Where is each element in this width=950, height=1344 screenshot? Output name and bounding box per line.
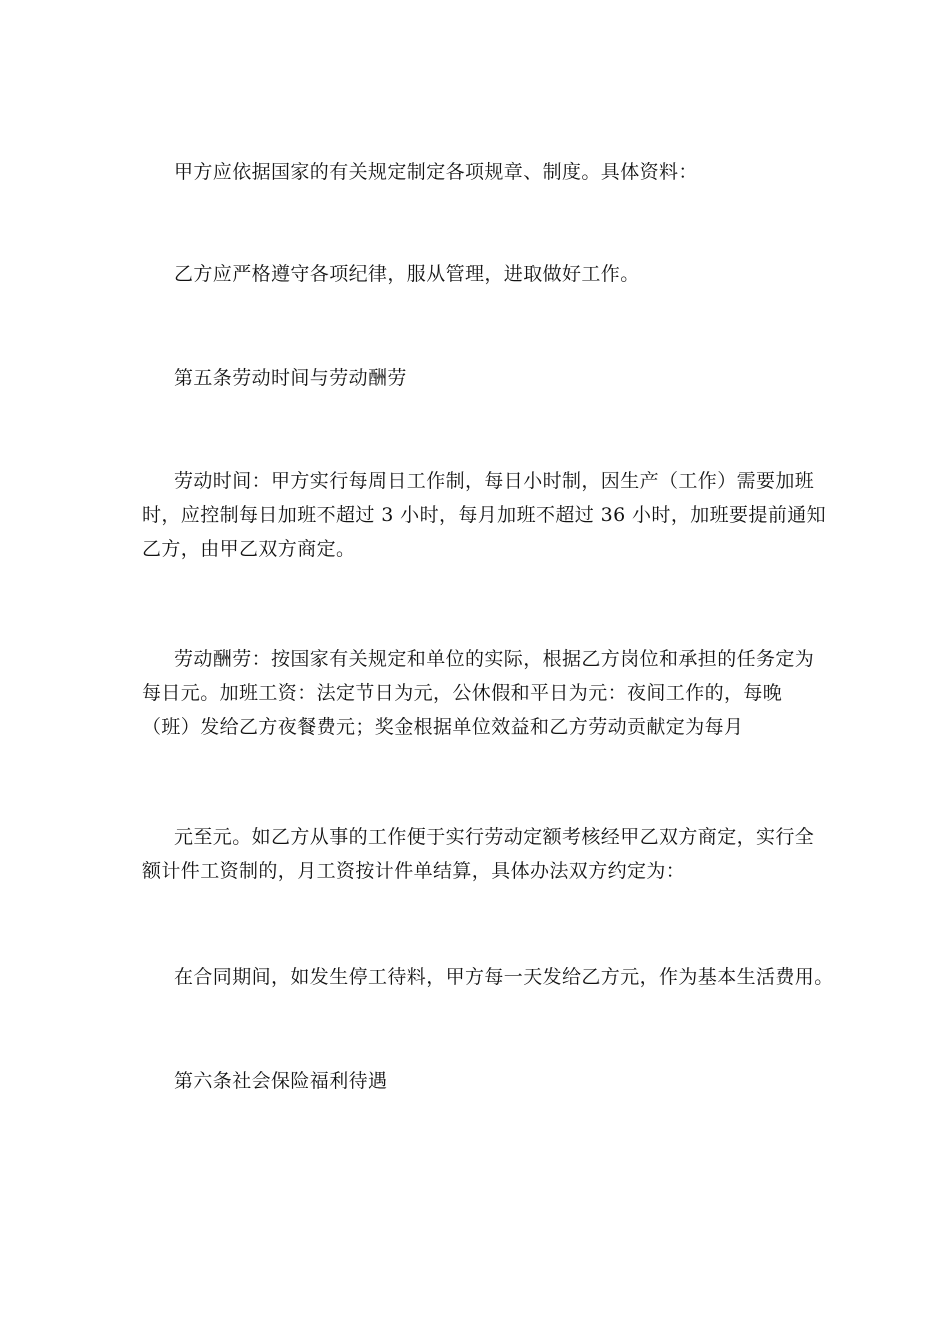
paragraph-stoppage — [142, 960, 834, 994]
text-line: 时，应控制每日加班不超过 3 小时，每月加班不超过 36 小时，加班要提前通知 — [142, 504, 827, 526]
paragraph-rules — [142, 155, 822, 189]
section-heading-article-5 — [142, 361, 822, 395]
text-line: 额计件工资制的，月工资按计件单结算，具体办法双方约定为： — [142, 860, 686, 882]
heading-text: 第五条劳动时间与劳动酬劳 — [174, 367, 407, 389]
paragraph-working-hours — [142, 464, 827, 566]
text-line: 在合同期间，如发生停工待料，甲方每一天发给乙方元，作为基本生活费用。 — [174, 966, 834, 988]
text-line: （班）发给乙方夜餐费元；奖金根据单位效益和乙方劳动贡献定为每月 — [142, 716, 744, 738]
text-line: 乙方应严格遵守各项纪律，服从管理，进取做好工作。 — [174, 263, 640, 285]
text-line: 劳动时间：甲方实行每周日工作制，每日小时制，因生产（工作）需要加班 — [174, 470, 815, 492]
section-heading-article-6 — [142, 1064, 822, 1098]
text-line: 甲方应依据国家的有关规定制定各项规章、制度。具体资料： — [174, 161, 698, 183]
paragraph-discipline — [142, 257, 822, 291]
text-line: 元至元。如乙方从事的工作便于实行劳动定额考核经甲乙双方商定，实行全 — [174, 826, 815, 848]
paragraph-piecework — [142, 820, 822, 888]
text-line: 劳动酬劳：按国家有关规定和单位的实际，根据乙方岗位和承担的任务定为 — [174, 648, 815, 670]
text-line: 乙方，由甲乙双方商定。 — [142, 538, 356, 560]
text-line: 每日元。加班工资：法定节日为元，公休假和平日为元：夜间工作的，每晚 — [142, 682, 783, 704]
paragraph-remuneration — [142, 642, 822, 744]
heading-text: 第六条社会保险福利待遇 — [174, 1070, 388, 1092]
